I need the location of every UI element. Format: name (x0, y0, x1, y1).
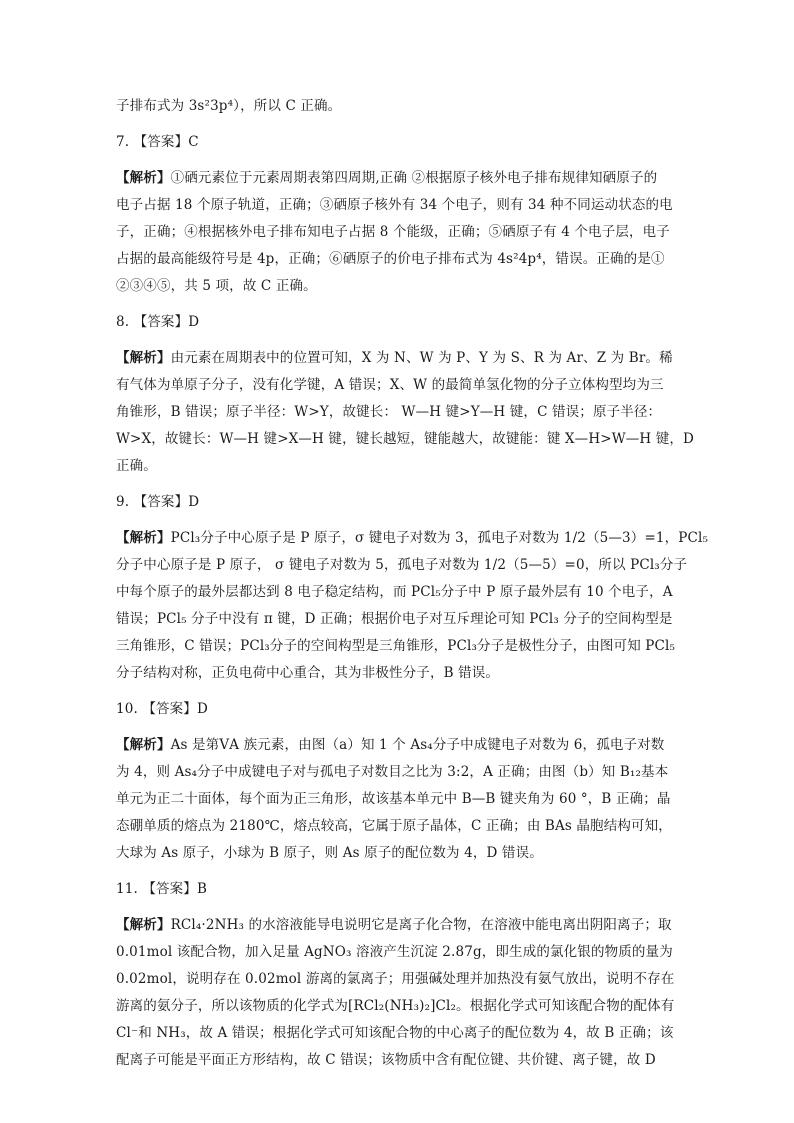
explanation-label: 【解析】 (116, 917, 171, 933)
text-line: 态硼单质的熔点为 2180℃，熔点较高，它属于原子晶体，C 正确；由 BAs 晶胞结构可知， (116, 818, 672, 834)
text-line: 为 4，则 As₄分子中成键电子对与孤电子对数目之比为 3:2，A 正确；由图（b）知 B₁₂基本 (116, 764, 669, 780)
text-line: 占据的最高能级符号是 4p，正确；⑥硒原子的价电子排布式为 4s²4p⁴，错误。正确的是① (116, 251, 665, 267)
text-line: 三角锥形，C 错误；PCl₃分子的空间构型是三角锥形，PCl₃分子是极性分子，由图可知 PCl₅ (116, 638, 676, 654)
text-line: As 是第ⅤA 族元素，由图（a）知 1 个 As₄分子中成键电子对数为 6，孤电子对数 (170, 737, 665, 753)
text-line: 大球为 As 原子，小球为 B 原子，则 As 原子的配位数为 4，D 错误。 (116, 845, 543, 861)
text-line: 游离的氨分子，所以该物质的化学式为[RCl₂(NH₃)₂]Cl₂。根据化学式可知该配合物的配体有 (116, 998, 675, 1014)
text-line: 电子占据 18 个原子轨道，正确；③硒原子核外有 34 个电子，则有 34 种不同运动状态的电 (116, 197, 673, 213)
answer-heading-9: 9. 【答案】D (116, 494, 200, 510)
explanation-8 (116, 345, 695, 480)
text-line: 子，正确；④根据核外电子排布知电子占据 8 个能级，正确；⑤硒原子有 4 个电子层，电子 (116, 224, 670, 240)
document-page (116, 93, 709, 1083)
explanation-11 (116, 912, 682, 1074)
explanation-label: 【解析】 (116, 737, 171, 753)
answer-heading-7: 7. 【答案】C (116, 134, 199, 150)
text-line: 有气体为单原子分子，没有化学键，A 错误；X、W 的最简单氢化物的分子立体构型均为三 (116, 377, 664, 393)
explanation-label: 【解析】 (116, 170, 171, 186)
text-line: 由元素在周期表中的位置可知，X 为 N、W 为 P、Y 为 S、R 为 Ar、Z 为 Br。稀 (170, 350, 673, 366)
text-line: 分子结构对称，正负电荷中心重合，其为非极性分子，B 错误。 (116, 665, 500, 681)
explanation-10 (116, 732, 682, 867)
text-line: 0.02mol，说明存在 0.02mol 游离的氯离子；用强碱处理并加热没有氨气放出，说明不存在 (116, 971, 675, 987)
answer-heading-10: 10. 【答案】D (116, 701, 208, 717)
text-line: RCl₄·2NH₃ 的水溶液能导电说明它是离子化合物，在溶液中能电离出阴阳离子；取 (170, 917, 672, 933)
text-line: 中每个原子的最外层都达到 8 电子稳定结构，而 PCl₅分子中 P 原子最外层有 10 个电子，A (116, 584, 673, 600)
text-line: 子排布式为 3s²3p⁴），所以 C 正确。 (116, 98, 342, 114)
text-line: 配离子可能是平面正方形结构，故 C 错误；该物质中含有配位键、共价键、离子键，故 D (116, 1052, 656, 1068)
text-line: 角锥形，B 错误；原子半径：W>Y，故键长： W—H 键>Y—H 键，C 错误；原子半径： (116, 404, 662, 420)
text-line: 错误；PCl₅ 分子中没有 π 键，D 正确；根据价电子对互斥理论可知 PCl₃ 分子的空间构型是 (116, 611, 673, 627)
explanation-9 (116, 525, 709, 687)
text-line: ②③④⑤，共 5 项，故 C 正确。 (116, 278, 317, 294)
text-line: ①硒元素位于元素周期表第四周期,正确 ②根据原子核外电子排布规律知硒原子的 (170, 170, 658, 186)
text-line: Cl⁻和 NH₃，故 A 错误；根据化学式可知该配合物的中心离子的配位数为 4，故 B 正确；该 (116, 1025, 674, 1041)
answer-heading-11: 11. 【答案】B (116, 881, 208, 897)
explanation-label: 【解析】 (116, 350, 171, 366)
text-line: 单元为正二十面体，每个面为正三角形，故该基本单元中 B—B 键夹角为 60 °，B 正确；晶 (116, 791, 671, 807)
text-line: 正确。 (116, 458, 157, 474)
text-line: W>X，故键长：W—H 键>X—H 键，键长越短，键能越大，故键能：键 X—H>W—H 键，D (116, 431, 695, 447)
text-line: 分子中心原子是 P 原子， σ 键电子对数为 5，孤电子对数为 1/2（5—5）=0，所以 PCl₃分子 (116, 557, 688, 573)
explanation-7 (116, 165, 682, 300)
answer-heading-8: 8. 【答案】D (116, 314, 200, 330)
intro-paragraph (116, 93, 682, 120)
explanation-label: 【解析】 (116, 530, 171, 546)
text-line: 0.01mol 该配合物，加入足量 AgNO₃ 溶液产生沉淀 2.87g，即生成的氯化银的物质的量为 (116, 944, 673, 960)
text-line: PCl₃分子中心原子是 P 原子，σ 键电子对数为 3，孤电子对数为 1/2（5—3）=1，PCl₅ (170, 530, 709, 546)
